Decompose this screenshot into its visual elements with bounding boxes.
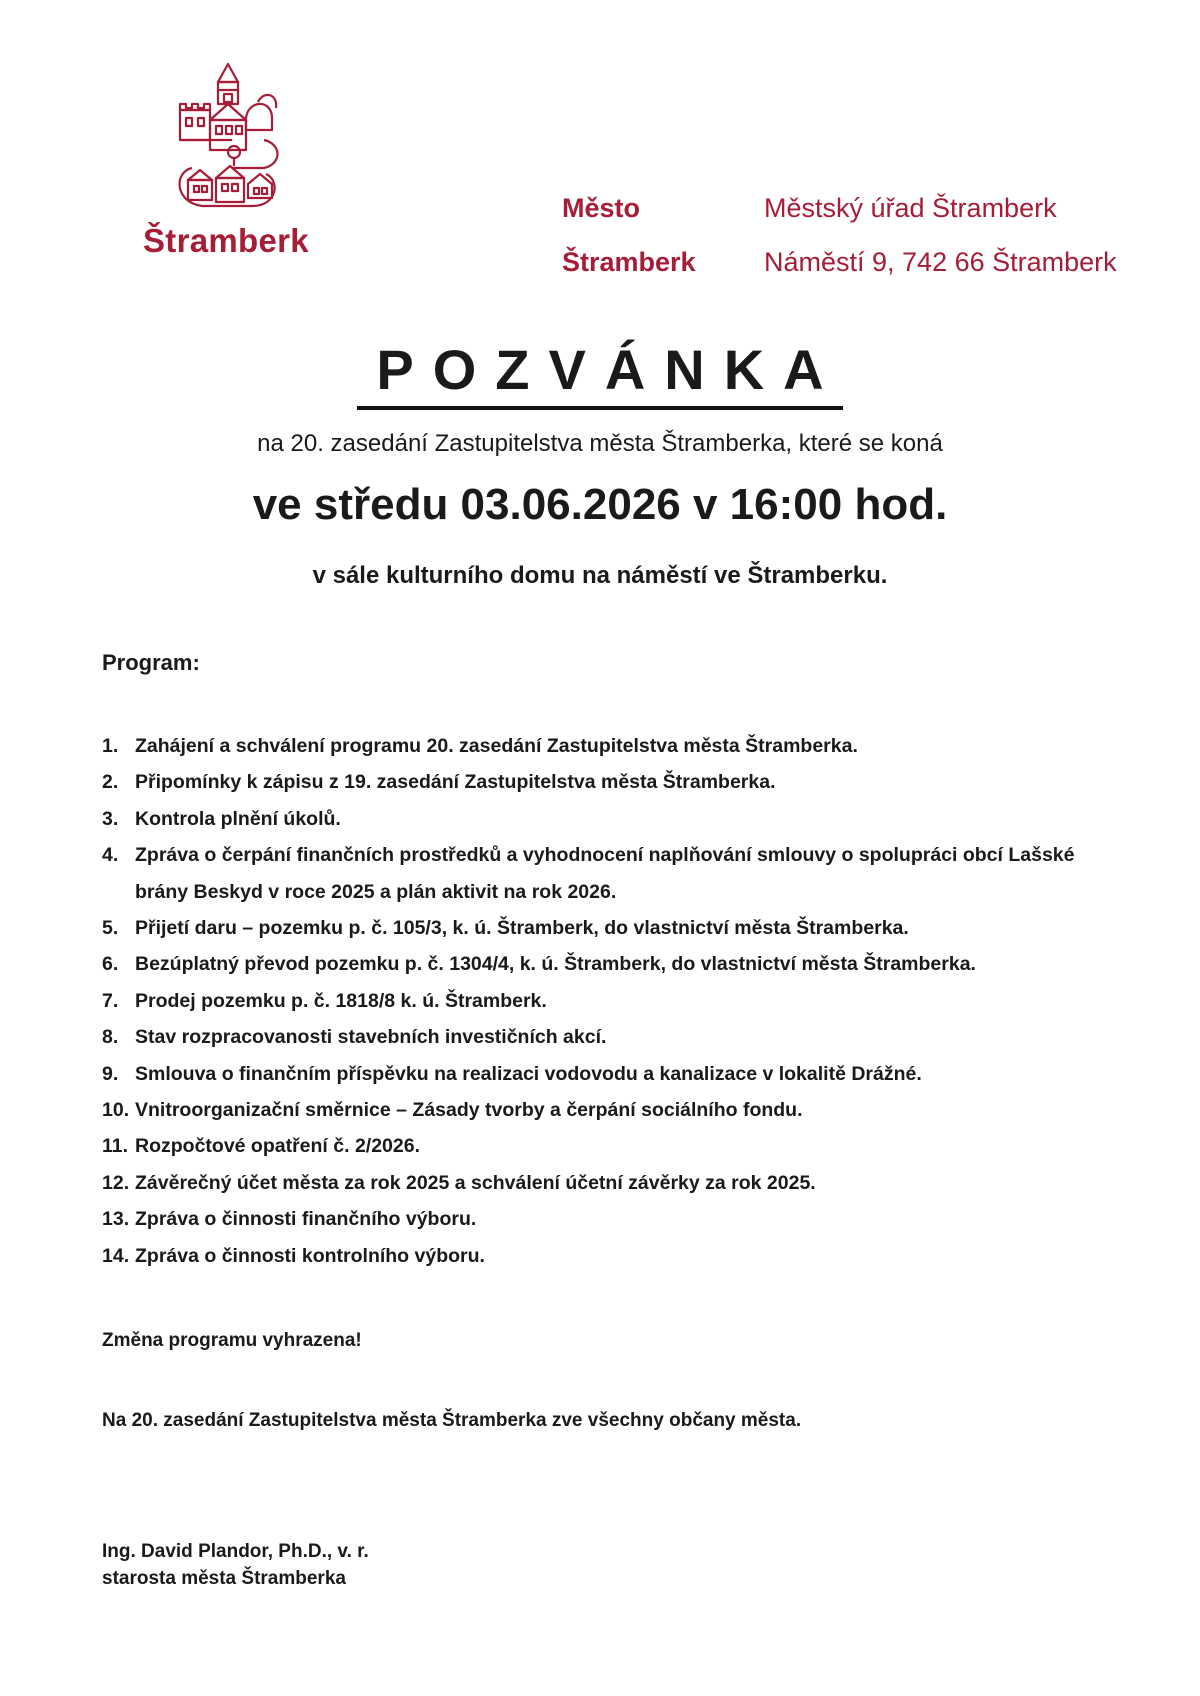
agenda-item-number: 5. <box>102 917 119 940</box>
agenda-item <box>102 946 1102 982</box>
document-title-wrap <box>0 338 1200 410</box>
signatory-role: starosta města Štramberka <box>102 1568 346 1589</box>
agenda-item <box>102 1092 1102 1128</box>
agenda-item-number: 10. <box>102 1099 130 1122</box>
agenda-item-text: Zpráva o činnosti kontrolního výboru. <box>135 1244 485 1267</box>
document-title: POZVÁNKA <box>357 338 842 410</box>
agenda-item <box>102 837 1102 910</box>
agenda-item <box>102 1201 1102 1237</box>
agenda-item-text: Zahájení a schválení programu 20. zasedání Zastupitelstva města Štramberka. <box>135 735 858 757</box>
agenda-item <box>102 1165 1102 1201</box>
agenda-item-text: Smlouva o finančním příspěvku na realizaci vodovodu a kanalizace v lokalitě Drážné. <box>135 1062 922 1085</box>
agenda-item-text: Prodej pozemku p. č. 1818/8 k. ú. Štramberk. <box>135 989 547 1012</box>
header-town-block <box>562 181 696 289</box>
agenda-item-number: 7. <box>102 989 119 1012</box>
agenda-item <box>102 728 1102 764</box>
agenda-item <box>102 1238 1102 1274</box>
agenda-item-number: 8. <box>102 1026 119 1049</box>
change-notice: Změna programu vyhrazena! <box>102 1330 362 1351</box>
agenda-item-text: Přijetí daru – pozemku p. č. 105/3, k. ú. Štramberk, do vlastnictví města Štramberka. <box>135 917 909 940</box>
signature-block <box>102 1538 369 1592</box>
logo-wordmark: Štramberk <box>143 222 309 259</box>
agenda-item <box>102 764 1102 800</box>
agenda-item-number: 2. <box>102 771 119 794</box>
header-office-address: Náměstí 9, 742 66 Štramberk <box>764 247 1117 277</box>
agenda-item <box>102 1128 1102 1164</box>
agenda-item <box>102 1019 1102 1055</box>
agenda-item <box>102 1056 1102 1092</box>
agenda-item-number: 4. <box>102 844 119 867</box>
header-town-line-1: Město <box>562 193 641 223</box>
agenda-item-number: 13. <box>102 1208 130 1231</box>
program-heading: Program: <box>102 650 200 675</box>
agenda-item-text: Závěrečný účet města za rok 2025 a schválení účetní závěrky za rok 2025. <box>135 1171 816 1194</box>
agenda-item-text: Zpráva o čerpání finančních prostředků a vyhodnocení naplňování smlouvy o spolupráci obcí Lašské brány Beskyd v roce 2025 a plán aktivit na rok 2026. <box>135 844 1075 903</box>
meeting-place: v sále kulturního domu na náměstí ve Štramberku. <box>312 562 888 589</box>
header-office-name: Městský úřad Štramberk <box>764 193 1057 223</box>
agenda-item-text: Rozpočtové opatření č. 2/2026. <box>135 1135 421 1158</box>
agenda-item-number: 1. <box>102 735 119 757</box>
agenda-item <box>102 801 1102 837</box>
agenda-item-number: 9. <box>102 1062 119 1085</box>
agenda-item-number: 3. <box>102 807 119 830</box>
agenda-item-text: Bezúplatný převod pozemku p. č. 1304/4, k. ú. Štramberk, do vlastnictví města Štramberka. <box>135 953 976 976</box>
town-castle-emblem-icon <box>172 60 284 210</box>
agenda-item-number: 14. <box>102 1244 130 1267</box>
agenda-item-text: Zpráva o činnosti finančního výboru. <box>135 1208 477 1231</box>
header-town-line-2: Štramberk <box>562 247 696 277</box>
meeting-datetime: ve středu 03.06.2026 v 16:00 hod. <box>252 480 948 529</box>
agenda-item-number: 6. <box>102 953 119 976</box>
town-logo <box>140 60 315 260</box>
agenda-item-text: Kontrola plnění úkolů. <box>135 807 341 830</box>
agenda-item-text: Vnitroorganizační směrnice – Zásady tvorby a čerpání sociálního fondu. <box>135 1099 803 1122</box>
agenda-item-text: Připomínky k zápisu z 19. zasedání Zastupitelstva města Štramberka. <box>135 771 776 794</box>
header-office-block <box>764 181 1117 289</box>
agenda-item-number: 12. <box>102 1171 130 1194</box>
signatory-name: Ing. David Plandor, Ph.D., v. r. <box>102 1541 369 1562</box>
agenda-list <box>102 728 1102 1274</box>
intro-text: na 20. zasedání Zastupitelstva města Štramberka, které se koná <box>257 430 943 457</box>
invitation-notice: Na 20. zasedání Zastupitelstva města Štramberka zve všechny občany města. <box>102 1410 802 1431</box>
agenda-item <box>102 983 1102 1019</box>
agenda-item-text: Stav rozpracovanosti stavebních investičních akcí. <box>135 1026 607 1049</box>
agenda-item <box>102 910 1102 946</box>
agenda-item-number: 11. <box>102 1135 129 1158</box>
